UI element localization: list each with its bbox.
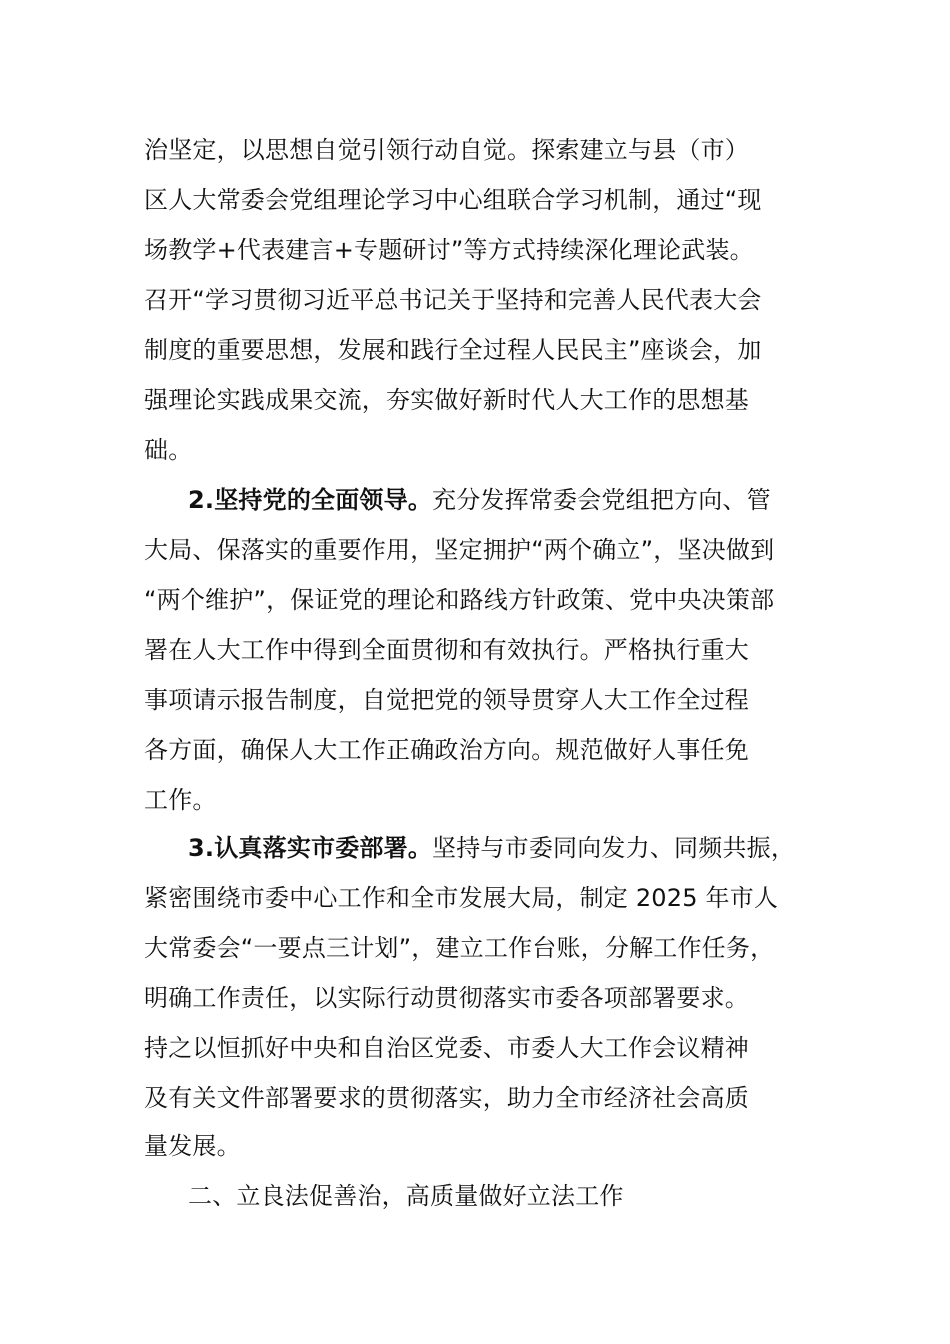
paragraph-line: 场教学+代表建言+专题研讨”等方式持续深化理论武装。 <box>144 236 754 264</box>
paragraph-line: 量发展。 <box>144 1132 241 1160</box>
paragraph-line: 础。 <box>144 436 193 464</box>
paragraph-line: 事项请示报告制度，自觉把党的领导贯穿人大工作全过程 <box>144 686 749 714</box>
paragraph-line: 强理论实践成果交流，夯实做好新时代人大工作的思想基 <box>144 386 749 414</box>
paragraph-line: “两个维护”，保证党的理论和路线方针政策、党中央决策部 <box>144 586 775 614</box>
paragraph-text: 坚持与市委同向发力、同频共振， <box>432 834 796 862</box>
paragraph-line: 署在人大工作中得到全面贯彻和有效执行。严格执行重大 <box>144 636 749 664</box>
paragraph-heading: 3.认真落实市委部署。 <box>188 834 433 862</box>
paragraph-line: 明确工作责任，以实际行动贯彻落实市委各项部署要求。 <box>144 984 749 1012</box>
paragraph-first-line <box>188 832 795 864</box>
paragraph-line: 大局、保落实的重要作用，坚定拥护“两个确立”，坚决做到 <box>144 536 775 564</box>
section-heading: 二、立良法促善治，高质量做好立法工作 <box>188 1182 624 1210</box>
paragraph-heading: 2.坚持党的全面领导。 <box>188 486 433 514</box>
paragraph-text: 充分发挥常委会党组把方向、管 <box>432 486 771 514</box>
paragraph-line: 工作。 <box>144 786 217 814</box>
paragraph-line: 制度的重要思想，发展和践行全过程人民民主”座谈会，加 <box>144 336 762 364</box>
paragraph-line: 区人大常委会党组理论学习中心组联合学习机制，通过“现 <box>144 186 762 214</box>
paragraph-first-line <box>188 484 771 516</box>
paragraph-line: 及有关文件部署要求的贯彻落实，助力全市经济社会高质 <box>144 1084 749 1112</box>
paragraph-line: 召开“学习贯彻习近平总书记关于坚持和完善人民代表大会 <box>144 286 762 314</box>
paragraph-line: 治坚定，以思想自觉引领行动自觉。探索建立与县（市） <box>144 136 749 164</box>
paragraph-line: 持之以恒抓好中央和自治区党委、市委人大工作会议精神 <box>144 1034 749 1062</box>
paragraph-line: 紧密围绕市委中心工作和全市发展大局，制定 2025 年市人 <box>144 884 779 912</box>
paragraph-line: 大常委会“一要点三计划”，建立工作台账，分解工作任务， <box>144 934 775 962</box>
paragraph-line: 各方面，确保人大工作正确政治方向。规范做好人事任免 <box>144 736 749 764</box>
